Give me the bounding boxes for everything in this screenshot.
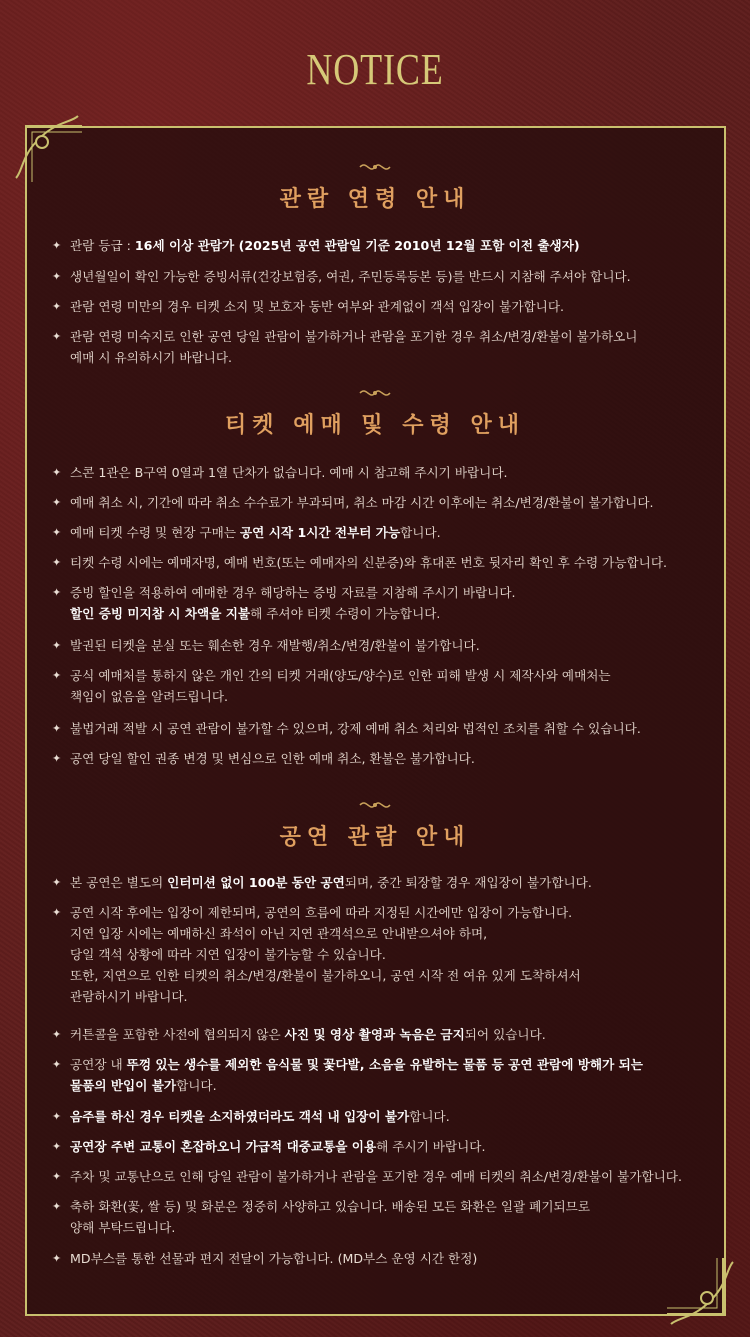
body-text: MD부스를 통한 선물과 편지 전달이 가능합니다. (MD부스 운영 시간 한정) — [70, 1251, 478, 1266]
list-item — [52, 326, 712, 368]
sparkle-bullet-icon: ✦ — [52, 556, 62, 569]
body-text: 관람 연령 미숙지로 인한 공연 당일 관람이 불가하거나 관람을 포기한 경우 취소/변경/환불이 불가하오니 — [70, 329, 638, 344]
sparkle-bullet-icon: ✦ — [52, 722, 62, 735]
item-line — [70, 718, 712, 739]
list-item — [52, 1136, 712, 1157]
sparkle-bullet-icon: ✦ — [52, 1028, 62, 1041]
body-text: 본 공연은 별도의 — [70, 875, 168, 890]
list-item — [52, 1054, 712, 1096]
list-item — [52, 748, 712, 769]
flourish-icon — [358, 386, 392, 400]
item-line — [70, 235, 712, 256]
body-text: 당일 객석 상황에 따라 지연 입장이 불가능할 수 있습니다. — [70, 947, 386, 962]
sparkle-bullet-icon: ✦ — [52, 1170, 62, 1183]
body-text: 관람 등급 : — [70, 238, 135, 253]
item-line — [70, 1248, 712, 1269]
emphasis-text: 공연장 주변 교통이 혼잡하오니 가급적 대중교통을 이용 — [70, 1139, 377, 1154]
list-item — [52, 235, 712, 256]
item-line — [70, 1136, 712, 1157]
item-line — [70, 1196, 712, 1217]
list-item — [52, 462, 712, 483]
body-text: 생년월일이 확인 가능한 증빙서류(건강보험증, 여권, 주민등록등본 등)를 반드시 지참해 주셔야 합니다. — [70, 269, 631, 284]
body-text: 합니다. — [409, 1109, 450, 1124]
emphasis-text: 물품의 반입이 불가 — [70, 1078, 177, 1093]
sparkle-bullet-icon: ✦ — [52, 270, 62, 283]
list-item — [52, 718, 712, 739]
body-text: 지연 입장 시에는 예매하신 좌석이 아닌 지연 관객석으로 안내받으셔야 하며, — [70, 926, 488, 941]
item-line — [70, 686, 712, 707]
sparkle-bullet-icon: ✦ — [52, 1252, 62, 1265]
list-item — [52, 1166, 712, 1187]
sparkle-bullet-icon: ✦ — [52, 876, 62, 889]
section-title: 티켓 예매 및 수령 안내 — [225, 412, 525, 438]
body-text: 되며, 중간 퇴장할 경우 재입장이 불가합니다. — [344, 875, 592, 890]
item-line — [70, 347, 712, 368]
body-text: 주차 및 교통난으로 인해 당일 관람이 불가하거나 관람을 포기한 경우 예매 티켓의 취소/변경/환불이 불가합니다. — [70, 1169, 682, 1184]
list-item — [52, 1024, 712, 1045]
list-item — [52, 1248, 712, 1269]
sparkle-bullet-icon: ✦ — [52, 752, 62, 765]
section-header — [0, 386, 750, 439]
item-line — [70, 1106, 712, 1127]
body-text: 합니다. — [400, 525, 441, 540]
emphasis-text: 사진 및 영상 촬영과 녹음은 금지 — [284, 1027, 465, 1042]
flourish-icon — [358, 160, 392, 174]
list-item — [52, 872, 712, 893]
sparkle-bullet-icon: ✦ — [52, 1058, 62, 1071]
item-line — [70, 522, 712, 543]
item-line — [70, 603, 712, 624]
item-line — [70, 944, 712, 965]
list-item — [52, 1196, 712, 1238]
emphasis-text: 공연 시작 1시간 전부터 가능 — [240, 525, 401, 540]
sparkle-bullet-icon: ✦ — [52, 669, 62, 682]
body-text: 관람하시기 바랍니다. — [70, 989, 188, 1004]
item-line — [70, 748, 712, 769]
sparkle-bullet-icon: ✦ — [52, 906, 62, 919]
list-item — [52, 492, 712, 513]
list-item — [52, 902, 712, 1007]
item-line — [70, 902, 712, 923]
flourish-icon — [358, 798, 392, 812]
notice-list — [52, 235, 712, 378]
item-line — [70, 1217, 712, 1238]
emphasis-text: 할인 증빙 미지참 시 차액을 지불 — [70, 606, 251, 621]
body-text: 티켓 수령 시에는 예매자명, 예매 번호(또는 예매자의 신분증)와 휴대폰 번호 뒷자리 확인 후 수령 가능합니다. — [70, 555, 667, 570]
sparkle-bullet-icon: ✦ — [52, 586, 62, 599]
body-text: 양해 부탁드립니다. — [70, 1220, 176, 1235]
body-text: 관람 연령 미만의 경우 티켓 소지 및 보호자 동반 여부와 관계없이 객석 입장이 불가합니다. — [70, 299, 565, 314]
list-item — [52, 552, 712, 573]
body-text: 예매 시 유의하시기 바랍니다. — [70, 350, 232, 365]
item-line — [70, 266, 712, 287]
item-line — [70, 923, 712, 944]
body-text: 공연장 내 — [70, 1057, 127, 1072]
sparkle-bullet-icon: ✦ — [52, 496, 62, 509]
sparkle-bullet-icon: ✦ — [52, 526, 62, 539]
body-text: 예매 티켓 수령 및 현장 구매는 — [70, 525, 241, 540]
body-text: 발권된 티켓을 분실 또는 훼손한 경우 재발행/취소/변경/환불이 불가합니다. — [70, 638, 480, 653]
item-line — [70, 326, 712, 347]
list-item — [52, 665, 712, 707]
body-text: 스콘 1관은 B구역 0열과 1열 단차가 없습니다. 예매 시 참고해 주시기 바랍니다. — [70, 465, 508, 480]
body-text: 증빙 할인을 적용하여 예매한 경우 해당하는 증빙 자료를 지참해 주시기 바랍니다. — [70, 585, 516, 600]
body-text: 공식 예매처를 통하지 않은 개인 간의 티켓 거래(양도/양수)로 인한 피해 발생 시 제작사와 예매처는 — [70, 668, 611, 683]
notice-list — [52, 872, 712, 1278]
list-item — [52, 266, 712, 287]
body-text: 합니다. — [176, 1078, 217, 1093]
item-line — [70, 296, 712, 317]
section-header — [0, 160, 750, 213]
item-line — [70, 1166, 712, 1187]
body-text: 축하 화환(꽃, 쌀 등) 및 화분은 정중히 사양하고 있습니다. 배송된 모든 화환은 일괄 폐기되므로 — [70, 1199, 590, 1214]
sparkle-bullet-icon: ✦ — [52, 330, 62, 343]
sparkle-bullet-icon: ✦ — [52, 239, 62, 252]
emphasis-text: 음주를 하신 경우 티켓을 소지하였더라도 객석 내 입장이 불가 — [70, 1109, 410, 1124]
sparkle-bullet-icon: ✦ — [52, 639, 62, 652]
section-title: 관람 연령 안내 — [279, 186, 471, 212]
body-text: 책임이 없음을 알려드립니다. — [70, 689, 228, 704]
list-item — [52, 1106, 712, 1127]
item-line — [70, 1054, 712, 1075]
body-text: 커튼콜을 포함한 사전에 협의되지 않은 — [70, 1027, 285, 1042]
list-item — [52, 635, 712, 656]
item-line — [70, 965, 712, 986]
item-line — [70, 1024, 712, 1045]
notice-list — [52, 462, 712, 778]
section-header — [0, 798, 750, 851]
item-line — [70, 665, 712, 686]
item-line — [70, 635, 712, 656]
sparkle-bullet-icon: ✦ — [52, 1110, 62, 1123]
sparkle-bullet-icon: ✦ — [52, 1140, 62, 1153]
sparkle-bullet-icon: ✦ — [52, 1200, 62, 1213]
list-item — [52, 582, 712, 624]
body-text: 또한, 지연으로 인한 티켓의 취소/변경/환불이 불가하오니, 공연 시작 전 여유 있게 도착하셔서 — [70, 968, 581, 983]
sparkle-bullet-icon: ✦ — [52, 300, 62, 313]
body-text: 해 주셔야 티켓 수령이 가능합니다. — [250, 606, 441, 621]
section-title: 공연 관람 안내 — [279, 824, 471, 850]
sparkle-bullet-icon: ✦ — [52, 466, 62, 479]
body-text: 해 주시기 바랍니다. — [376, 1139, 486, 1154]
body-text: 되어 있습니다. — [464, 1027, 546, 1042]
item-line — [70, 492, 712, 513]
item-line — [70, 462, 712, 483]
body-text: 공연 당일 할인 권종 변경 및 변심으로 인한 예매 취소, 환불은 불가합니다. — [70, 751, 475, 766]
body-text: 불법거래 적발 시 공연 관람이 불가할 수 있으며, 강제 예매 취소 처리와 법적인 조치를 취할 수 있습니다. — [70, 721, 641, 736]
page-title: NOTICE — [306, 45, 444, 94]
emphasis-text: 뚜껑 있는 생수를 제외한 음식물 및 꽃다발, 소음을 유발하는 물품 등 공연 관람에 방해가 되는 — [126, 1057, 643, 1072]
body-text: 공연 시작 후에는 입장이 제한되며, 공연의 흐름에 따라 지정된 시간에만 입장이 가능합니다. — [70, 905, 573, 920]
list-item — [52, 522, 712, 543]
emphasis-text: 인터미션 없이 100분 동안 공연 — [167, 875, 345, 890]
list-item — [52, 296, 712, 317]
item-line — [70, 986, 712, 1007]
body-text: 예매 취소 시, 기간에 따라 취소 수수료가 부과되며, 취소 마감 시간 이후에는 취소/변경/환불이 불가합니다. — [70, 495, 654, 510]
item-line — [70, 872, 712, 893]
item-line — [70, 552, 712, 573]
emphasis-text: 16세 이상 관람가 (2025년 공연 관람일 기준 2010년 12월 포함 이전 출생자) — [134, 238, 580, 253]
item-line — [70, 1075, 712, 1096]
item-line — [70, 582, 712, 603]
